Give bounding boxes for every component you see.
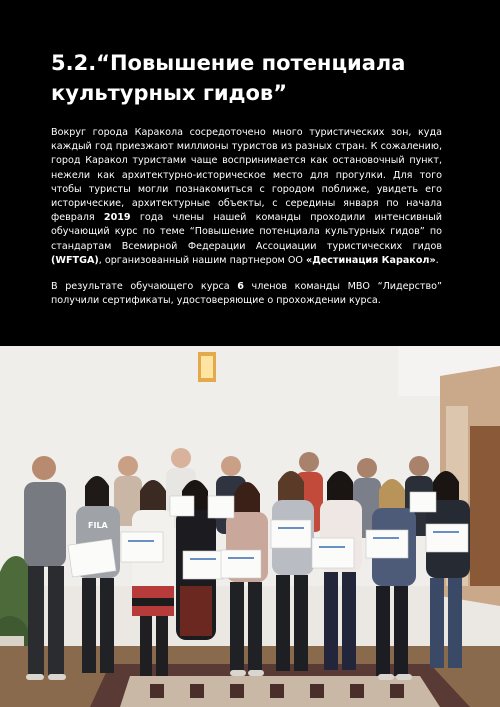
heading-line-2: культурных гидов”: [51, 81, 288, 105]
year-highlight: 2019: [103, 212, 131, 224]
heading-line-1: 5.2.“Повышение потенциала: [51, 51, 406, 75]
paragraph-1-text-a: Вокруг города Каракола сосредоточено много туристических зон, куда каждый год приезжают миллионы туристов из разных стран. К сожалению, город Каракол туристами чаще воспринимается как остановочный пункт, нежели как архитектурно-историческое место для прогулки. Для того чтобы туристы могли познакомиться с городом поближе, увидеть его исторические, архитектурные объекты, с середины января по начала февраля: [51, 127, 442, 224]
group-photo-illustration: [0, 346, 500, 707]
group-photo: [0, 346, 500, 707]
wftga-highlight: (WFTGA): [51, 254, 99, 266]
paragraph-2: [51, 280, 442, 308]
paragraph-1-text-c: , организованный нашим партнером ОО: [98, 254, 306, 266]
shirt-brand-text: FILA: [88, 521, 108, 530]
paragraph-1-text-d: .: [435, 254, 439, 266]
paragraph-2-text-b: членов команды МВО “Лидерство” получили сертификаты, удостоверяющие о прохождении курса.: [51, 281, 442, 307]
paragraph-1: [51, 126, 442, 268]
partner-highlight: «Дестинация Каракол»: [306, 254, 436, 266]
section-heading: [51, 48, 471, 108]
member-count-highlight: 6: [237, 281, 244, 293]
body-text: [51, 126, 442, 308]
paragraph-2-text-a: В результате обучающего курса: [51, 281, 238, 293]
paragraph-1-text-b: года члены нашей команды проходили интенсивный обучающий курс по теме “Повышение потенциала культурных гидов” по стандартам Всемирной Федерации Ассоциации туристических гидов: [51, 212, 442, 252]
